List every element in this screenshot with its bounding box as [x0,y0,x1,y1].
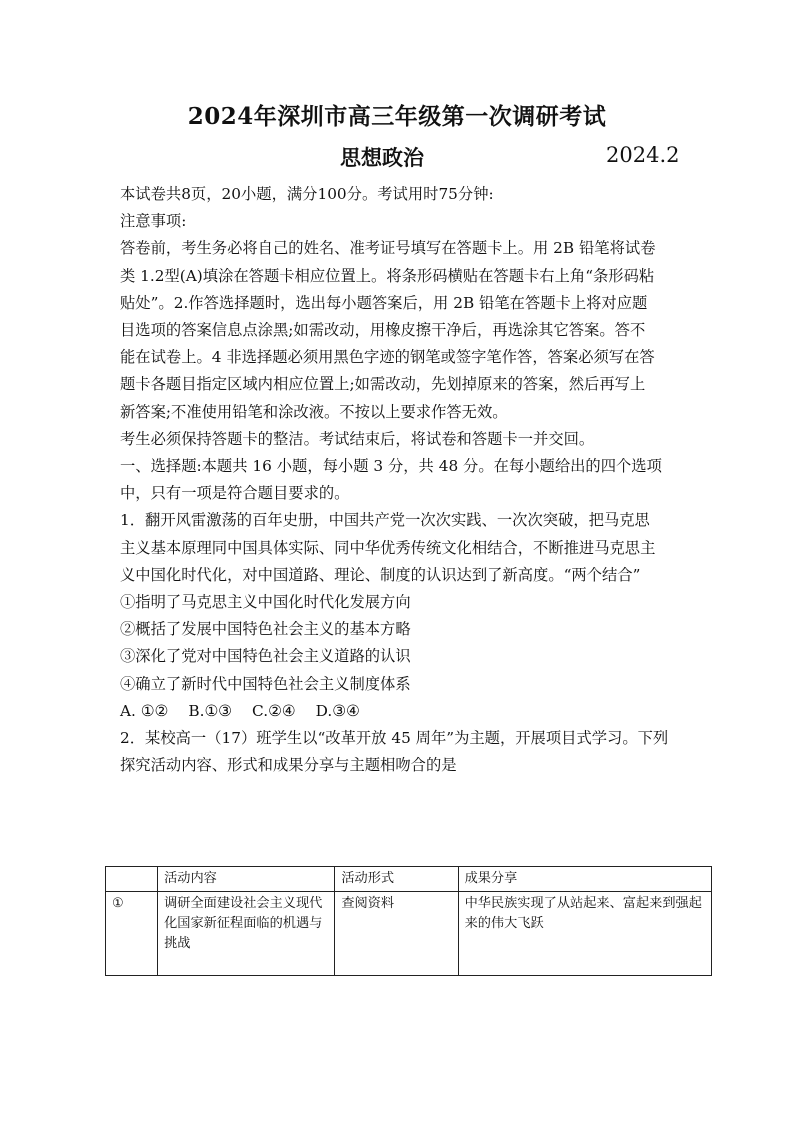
question-1-statement: ④确立了新时代中国特色社会主义制度体系 [120,674,411,693]
question-1-stem: 义中国化时代化，对中国道路、理论、制度的认识达到了新高度。“两个结合” [120,565,641,584]
question-1-stem: 主义基本原理同中国具体实际、同中华优秀传统文化相结合，不断推进马克思主 [120,538,656,557]
exam-title: 2024年深圳市高三年级第一次调研考试 [187,103,607,130]
exam-date: 2024.2 [606,143,680,167]
table-header-cell [106,867,158,892]
table-row [106,892,712,976]
notice-line: 答卷前，考生务必将自己的姓名、准考证号填写在答题卡上。用 2B 铅笔将试卷 [120,239,656,258]
question-1-stem: 1．翻开风雷激荡的百年史册，中国共产党一次次实践、一次次突破，把马克思 [120,511,650,530]
table-header-cell: 活动内容 [158,867,335,892]
exam-subject: 思想政治 [340,145,424,170]
table-header-cell: 成果分享 [458,867,711,892]
notice-line: 新答案;不准使用铅笔和涂改液。不按以上要求作答无效。 [120,402,508,421]
question-1-statement: ②概括了发展中国特色社会主义的基本方略 [120,620,411,639]
question-2-table [105,866,712,976]
table-cell: 查阅资料 [335,892,458,976]
question-1-statement: ①指明了马克思主义中国化时代化发展方向 [120,593,411,612]
question-1-statement: ③深化了党对中国特色社会主义道路的认识 [120,647,411,666]
intro-line: 本试卷共8页，20小题，满分100分。考试用时75分钟: [120,185,494,203]
table-header-row [106,867,712,892]
notice-line: 能在试卷上。4 非选择题必须用黑色字迹的钢笔或签字笔作答，答案必须写在答 [120,348,655,367]
table-cell: ① [106,892,158,976]
notice-line: 贴处”。2.作答选择题时，选出每小题答案后，用 2B 铅笔在答题卡上将对应题 [120,293,648,312]
exam-body [120,181,680,779]
table-cell: 中华民族实现了从站起来、富起来到强起来的伟大飞跃 [458,892,711,976]
notice-heading: 注意事项: [120,212,187,231]
notice-line: 目选项的答案信息点涂黑;如需改动，用橡皮擦干净后，再选涂其它答案。答不 [120,321,646,340]
notice-line: 题卡各题目指定区域内相应位置上;如需改动，先划掉原来的答案，然后再写上 [120,375,646,394]
section-heading-line: 一、选择题:本题共 16 小题，每小题 3 分，共 48 分。在每小题给出的四个选项 [120,457,662,476]
question-2-stem: 探究活动内容、形式和成果分享与主题相吻合的是 [120,756,457,775]
notice-line: 类 1.2型(A)填涂在答题卡相应位置上。将条形码横贴在答题卡右上角“条形码粘 [120,266,655,285]
question-1-choices: A. ①② B.①③ C.②④ D.③④ [120,701,360,720]
section-heading-line: 中，只有一项是符合题目要求的。 [120,484,350,503]
question-2-stem: 2．某校高一（17）班学生以“改革开放 45 周年”为主题，开展项目式学习。下列 [120,729,669,748]
table-header-cell: 活动形式 [335,867,458,892]
keep-clean-line: 考生必须保持答题卡的整洁。考试结束后，将试卷和答题卡一并交回。 [120,429,595,448]
table-cell: 调研全面建设社会主义现代化国家新征程面临的机遇与挑战 [158,892,335,976]
